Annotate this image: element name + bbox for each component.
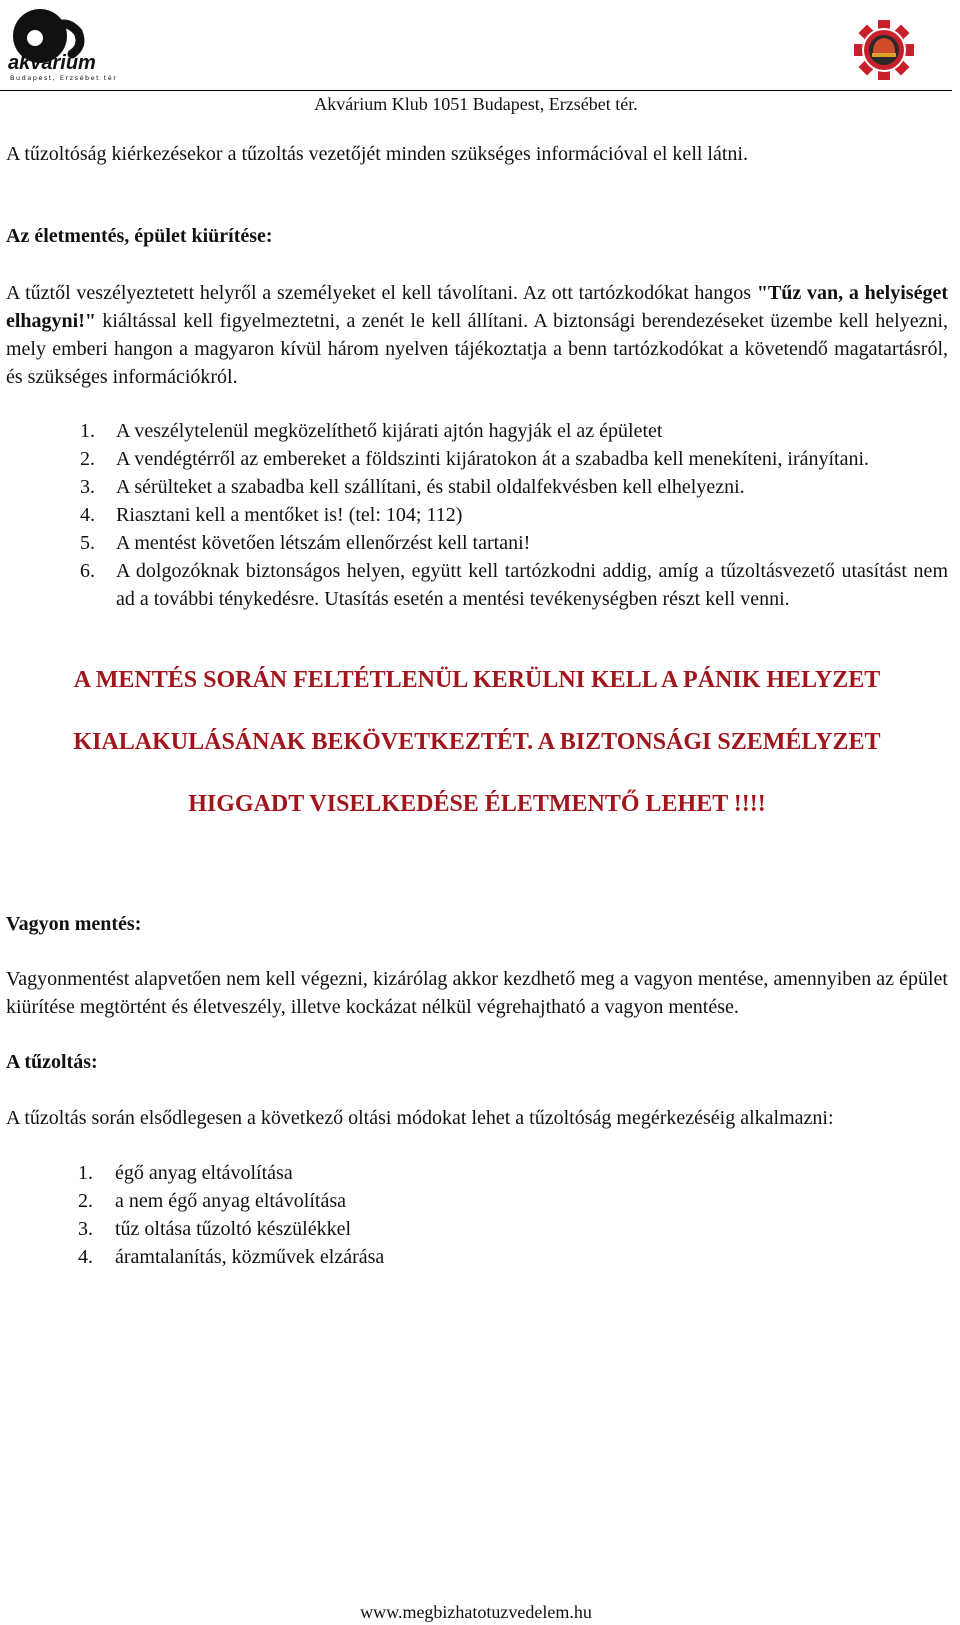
list-item-text: A veszélytelenül megközelíthető kijárati ajtón hagyják el az épületet [116, 420, 663, 442]
list-item-number: 1. [78, 1162, 93, 1184]
list-item [6, 417, 948, 445]
panic-warning [6, 665, 948, 851]
evacuation-steps-list [6, 417, 948, 613]
document-body [6, 140, 948, 1271]
list-item [6, 473, 948, 501]
list-item-text: A dolgozóknak biztonságos helyen, együtt kell tartózkodni addig, amíg a tűzoltásvezető utasítást nem ad a további ténykedésre. Utasítás esetén a mentési tevékenységben részt kell venni. [116, 560, 948, 610]
firefighting-paragraph: A tűzoltás során elsődlegesen a következő oltási módokat lehet a tűzoltóság megérkezéséig alkalmazni: [6, 1107, 834, 1129]
list-item [6, 1159, 948, 1187]
list-item-number: 4. [80, 504, 95, 526]
list-item [6, 1187, 948, 1215]
warning-line: KIALAKULÁSÁNAK BEKÖVETKEZTÉT. A BIZTONSÁGI SZEMÉLYZET [73, 729, 881, 755]
list-item-text: tűz oltása tűzoltó készülékkel [115, 1218, 352, 1240]
list-item [6, 1215, 948, 1243]
property-paragraph: Vagyonmentést alapvetően nem kell végezni, kizárólag akkor kezdhető meg a vagyon mentése, amennyiben az épület kiürítése megtörtént és életveszély, illetve kockázat nélkül végrehajtható a vagyon mentése. [6, 968, 948, 1018]
list-item-text: a nem égő anyag eltávolítása [115, 1190, 347, 1212]
evacuation-text-a: A tűztől veszélyeztetett helyről a személyeket el kell távolítani. Az ott tartózkodókat hangos [6, 282, 752, 304]
list-item [6, 445, 948, 473]
section-heading-evacuation: Az életmentés, épület kiürítése: [6, 225, 273, 247]
warning-line: HIGGADT VISELKEDÉSE ÉLETMENTŐ LEHET !!!! [188, 791, 766, 817]
list-item-text: A mentést követően létszám ellenőrzést kell tartani! [116, 532, 531, 554]
list-item [6, 529, 948, 557]
list-item-number: 3. [80, 476, 95, 498]
evacuation-quote: "Tűz van, a helyiséget elhagyni!" [6, 282, 948, 332]
list-item-number: 6. [80, 560, 95, 582]
list-item-number: 2. [78, 1190, 93, 1212]
list-item-text: égő anyag eltávolítása [115, 1162, 293, 1184]
list-item [6, 557, 948, 613]
list-item-number: 4. [78, 1246, 93, 1268]
extinguishing-methods-list [6, 1159, 948, 1271]
page-header [0, 0, 960, 125]
fire-department-emblem-icon [846, 12, 922, 88]
footer-url: www.megbizhatotuzvedelem.hu [360, 1602, 592, 1622]
list-item-text: A sérülteket a szabadba kell szállítani, és stabil oldalfekvésben kell elhelyezni. [116, 476, 745, 498]
evacuation-paragraph [6, 279, 948, 391]
header-divider [0, 90, 952, 91]
list-item-number: 1. [80, 420, 95, 442]
list-item [6, 501, 948, 529]
list-item-text: A vendégtérről az embereket a földszinti kijáratokon át a szabadba kell menekíteni, irányítani. [116, 448, 870, 470]
logo-wordmark: akvárium [8, 52, 96, 74]
section-heading-property: Vagyon mentés: [6, 913, 142, 935]
list-item-number: 5. [80, 532, 95, 554]
list-item [6, 1243, 948, 1271]
akvarium-logo [6, 2, 126, 84]
list-item-number: 2. [80, 448, 95, 470]
warning-line: A MENTÉS SORÁN FELTÉTLENÜL KERÜLNI KELL A PÁNIK HELYZET [73, 667, 881, 693]
list-item-text: Riasztani kell a mentőket is! (tel: 104; 112) [116, 504, 463, 526]
list-item-number: 3. [78, 1218, 93, 1240]
list-item-text: áramtalanítás, közművek elzárása [115, 1246, 385, 1268]
section-heading-firefighting: A tűzoltás: [6, 1051, 98, 1073]
intro-paragraph: A tűzoltóság kiérkezésekor a tűzoltás vezetőjét minden szükséges információval el kell látni. [6, 143, 748, 165]
header-address: Akvárium Klub 1051 Budapest, Erzsébet tér. [314, 94, 638, 114]
logo-subtitle: Budapest, Erzsébet tér [10, 74, 118, 82]
evacuation-text-b: kiáltással kell figyelmeztetni, a zenét le kell állítani. A biztonsági berendezéseket üzembe kell helyezni, mely emberi hangon a magyaron kívül három nyelven tájékoztatja a benn tartózkodókat a követendő magatartásról, és szükséges információkról. [6, 310, 948, 388]
